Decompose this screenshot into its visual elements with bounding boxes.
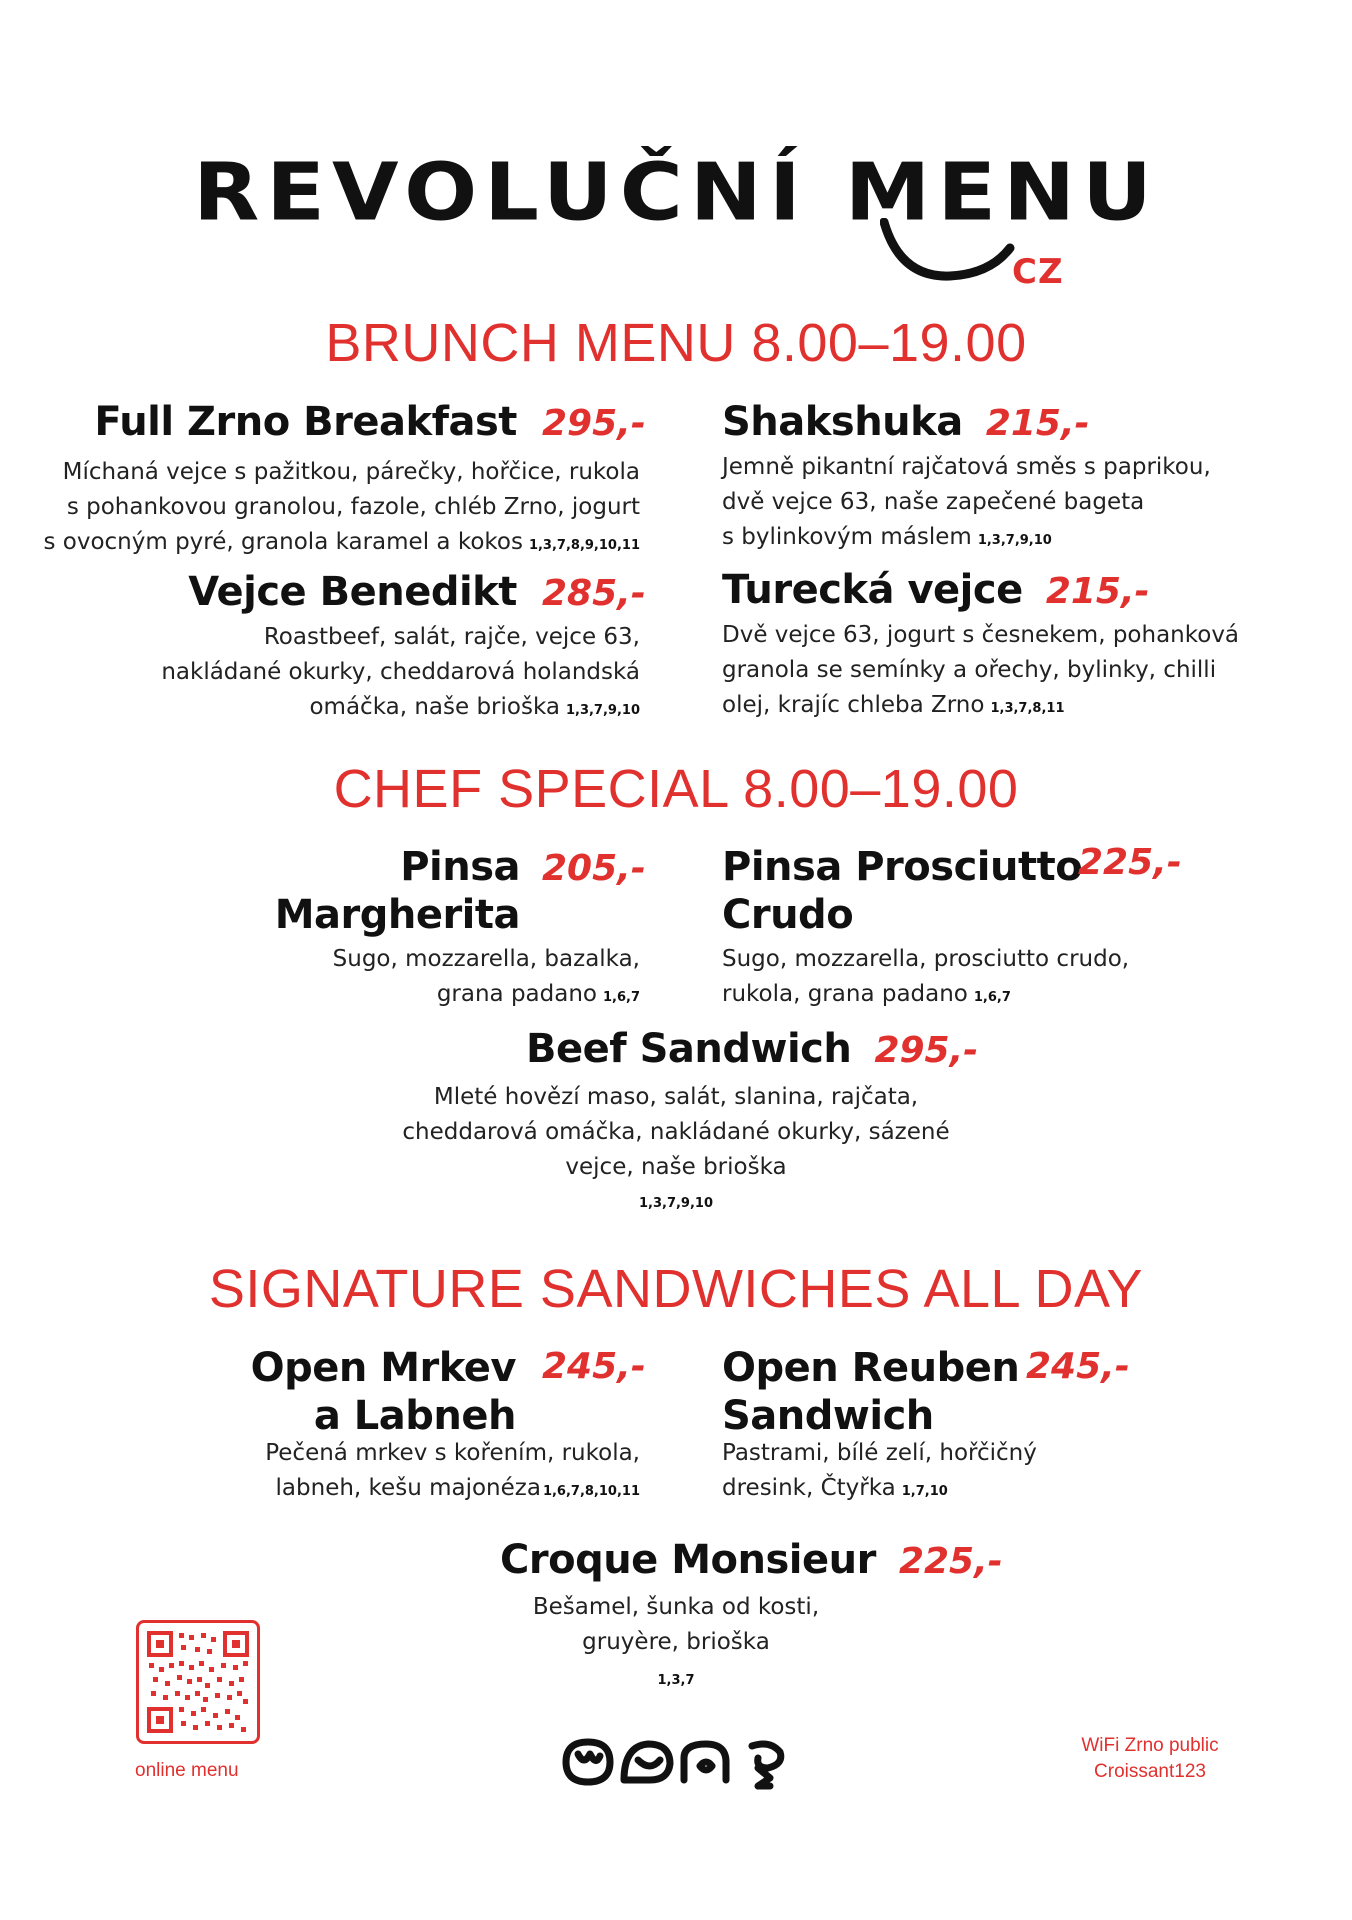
item-name-line: Open Reuben bbox=[722, 1345, 1020, 1391]
item-name: Beef Sandwich bbox=[526, 1026, 852, 1072]
section-title-chef-special: CHEF SPECIAL 8.00–19.00 bbox=[333, 759, 1019, 819]
item-price: 245,- bbox=[1026, 1346, 1130, 1387]
item-price: 225,- bbox=[898, 1541, 1003, 1582]
desc-line: cheddarová omáčka, nakládané okurky, sázené bbox=[402, 1119, 950, 1145]
item-name: Vejce Benedikt bbox=[188, 569, 517, 615]
qr-code[interactable] bbox=[136, 1620, 260, 1744]
menu-item-open-reuben-sandwich bbox=[722, 1344, 1042, 1440]
desc-line: Míchaná vejce s pažitkou, párečky, hořčice, rukola bbox=[62, 459, 640, 485]
menu-item-vejce-benedikt bbox=[40, 568, 646, 616]
item-name-line: Margherita bbox=[274, 892, 520, 938]
item-name-line: Sandwich bbox=[722, 1393, 934, 1439]
allergens: 1,6,7 bbox=[602, 990, 640, 1005]
desc-line: Roastbeef, salát, rajče, vejce 63, bbox=[263, 624, 640, 650]
desc-line: nakládané okurky, cheddarová holandská bbox=[161, 659, 640, 685]
menu-item-open-mrkev-labneh bbox=[40, 1344, 516, 1440]
desc-line: vejce, naše brioška bbox=[565, 1154, 787, 1180]
item-price: 225,- bbox=[1078, 842, 1182, 883]
logo-title: REVOLUČNÍ MENU bbox=[193, 147, 1159, 239]
item-price: 285,- bbox=[542, 573, 646, 614]
item-price: 205,- bbox=[542, 848, 646, 889]
allergens: 1,7,10 bbox=[901, 1484, 948, 1499]
item-description bbox=[20, 620, 640, 728]
item-description bbox=[40, 1436, 640, 1509]
zrno-brand-logo bbox=[558, 1732, 794, 1792]
allergens: 1,3,7,9,10 bbox=[638, 1196, 714, 1211]
item-name-line: Crudo bbox=[722, 892, 854, 938]
item-description bbox=[326, 1080, 1026, 1219]
section-title-brunch: BRUNCH MENU 8.00–19.00 bbox=[325, 313, 1027, 373]
item-name-line: Pinsa bbox=[400, 844, 520, 890]
menu-item-beef-sandwich bbox=[526, 1025, 978, 1073]
allergens: 1,6,7 bbox=[973, 990, 1011, 1005]
menu-item-croque-monsieur bbox=[500, 1536, 1003, 1584]
desc-line: Sugo, mozzarella, bazalka, bbox=[332, 946, 640, 972]
desc-line: Dvě vejce 63, jogurt s česnekem, pohanková bbox=[722, 622, 1240, 648]
desc-line: omáčka, naše brioška bbox=[309, 694, 560, 720]
desc-line: granola se semínky a ořechy, bylinky, chilli bbox=[722, 657, 1217, 683]
item-name: Turecká vejce bbox=[722, 567, 1023, 613]
menu-item-turecka-vejce bbox=[722, 566, 1322, 614]
menu-item-pinsa-prosciutto-crudo bbox=[722, 843, 1102, 939]
item-description bbox=[40, 942, 640, 1015]
item-description bbox=[376, 1590, 976, 1698]
menu-item-pinsa-margherita bbox=[40, 843, 520, 939]
desc-line: Pastrami, bílé zelí, hořčičný bbox=[722, 1440, 1037, 1466]
desc-line: s bylinkovým máslem bbox=[722, 524, 972, 550]
item-name: Full Zrno Breakfast bbox=[94, 399, 517, 445]
item-description bbox=[722, 942, 1322, 1015]
item-name: Shakshuka bbox=[722, 399, 963, 445]
logo-swoosh-icon bbox=[880, 218, 1020, 288]
logo bbox=[0, 147, 1352, 239]
desc-line: Sugo, mozzarella, prosciutto crudo, bbox=[722, 946, 1130, 972]
allergens: 1,3,7,8,9,10,11 bbox=[528, 538, 640, 553]
item-price: 295,- bbox=[874, 1030, 979, 1071]
item-price: 245,- bbox=[542, 1346, 646, 1387]
wifi-password: Croissant123 bbox=[1094, 1761, 1206, 1782]
desc-line: dvě vejce 63, naše zapečené bageta bbox=[722, 489, 1145, 515]
qr-code-icon bbox=[139, 1623, 257, 1741]
allergens: 1,3,7,9,10 bbox=[565, 703, 640, 718]
wifi-network: WiFi Zrno public bbox=[1081, 1735, 1219, 1756]
item-name: Croque Monsieur bbox=[500, 1537, 876, 1583]
item-price: 295,- bbox=[542, 403, 646, 444]
desc-line: s ovocným pyré, granola karamel a kokos bbox=[43, 529, 523, 555]
item-name-line: a Labneh bbox=[313, 1393, 516, 1439]
allergens: 1,3,7 bbox=[657, 1673, 695, 1688]
section-title-signature-sandwiches: SIGNATURE SANDWICHES ALL DAY bbox=[208, 1259, 1144, 1319]
desc-line: rukola, grana padano bbox=[722, 981, 968, 1007]
item-description bbox=[722, 618, 1342, 726]
menu-item-shakshuka bbox=[722, 398, 1322, 446]
item-description bbox=[722, 1436, 1322, 1509]
desc-line: Mleté hovězí maso, salát, slanina, rajčata, bbox=[433, 1084, 919, 1110]
desc-line: labneh, kešu majonéza bbox=[275, 1475, 541, 1501]
desc-line: Pečená mrkev s kořením, rukola, bbox=[265, 1440, 640, 1466]
qr-label: online menu bbox=[135, 1760, 239, 1781]
item-price: 215,- bbox=[1045, 571, 1150, 612]
allergens: 1,3,7,8,11 bbox=[990, 701, 1065, 716]
desc-line: olej, krajíc chleba Zrno bbox=[722, 692, 985, 718]
desc-line: Jemně pikantní rajčatová směs s paprikou, bbox=[722, 454, 1211, 480]
desc-line: dresink, Čtyřka bbox=[722, 1475, 896, 1501]
item-price: 215,- bbox=[985, 403, 1090, 444]
desc-line: Bešamel, šunka od kosti, bbox=[532, 1594, 820, 1620]
menu-item-full-zrno-breakfast bbox=[40, 398, 646, 446]
allergens: 1,6,7,8,10,11 bbox=[542, 1484, 640, 1499]
allergens: 1,3,7,9,10 bbox=[977, 533, 1052, 548]
item-name-line: Pinsa Prosciutto bbox=[722, 844, 1083, 890]
desc-line: grana padano bbox=[436, 981, 597, 1007]
desc-line: s pohankovou granolou, fazole, chléb Zrno, jogurt bbox=[66, 494, 640, 520]
desc-line: gruyère, brioška bbox=[582, 1629, 770, 1655]
item-description bbox=[20, 455, 640, 563]
wifi-info bbox=[1050, 1733, 1250, 1785]
item-description bbox=[722, 450, 1322, 558]
logo-country: CZ bbox=[1012, 252, 1064, 292]
item-name-line: Open Mrkev bbox=[250, 1345, 516, 1391]
